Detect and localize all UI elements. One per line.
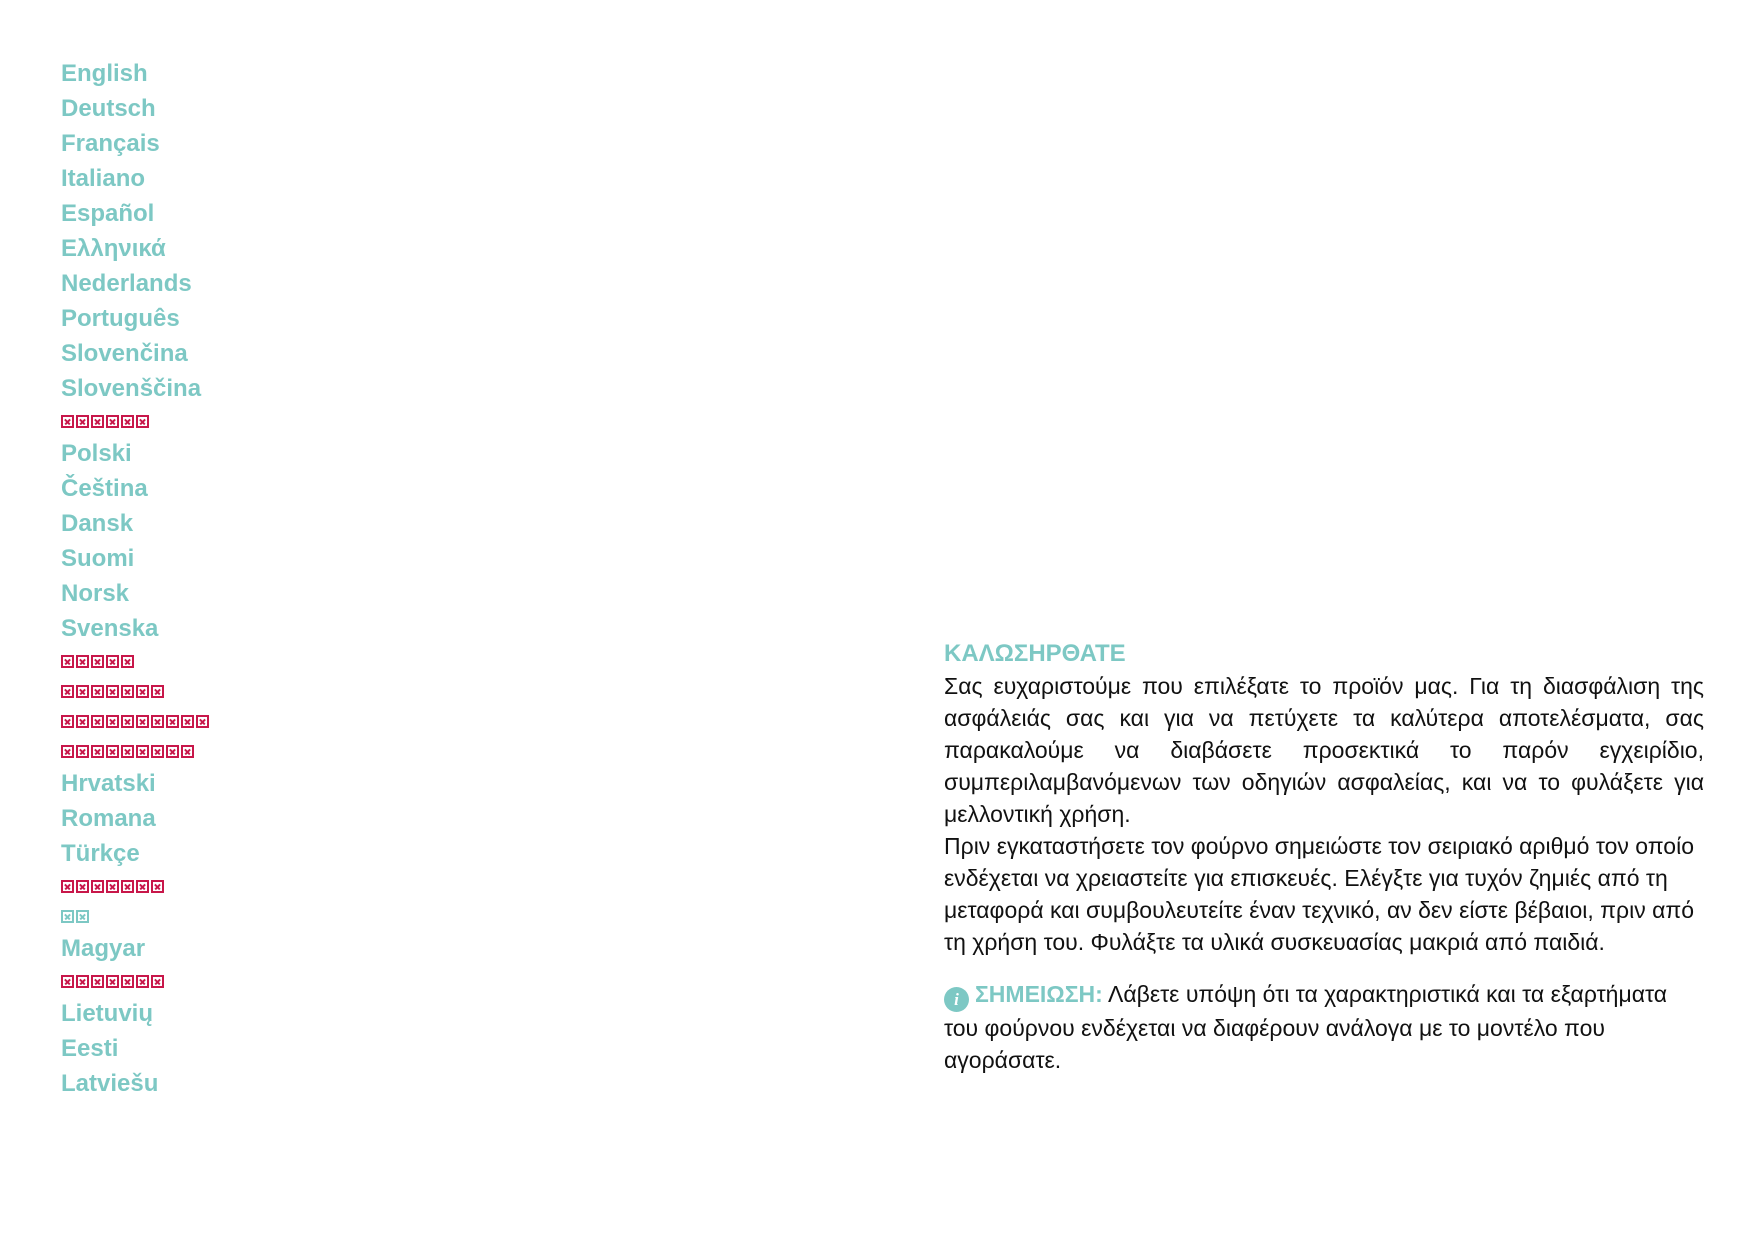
missing-glyph-icon bbox=[106, 715, 119, 728]
missing-glyph-icon bbox=[91, 715, 104, 728]
welcome-title: ΚΑΛΩΣΗΡΘΑΤΕ bbox=[944, 640, 1126, 667]
missing-glyph-icon bbox=[181, 745, 194, 758]
language-item-polski[interactable]: Polski bbox=[61, 440, 132, 467]
language-item-hrvatski[interactable]: Hrvatski bbox=[61, 770, 156, 797]
missing-glyph-icon bbox=[61, 880, 74, 893]
missing-glyph-icon bbox=[91, 745, 104, 758]
note-text: Λάβετε υπόψη ότι τα χαρακτηριστικά και τα εξαρτήματα του φούρνου ενδέχεται να διαφέρουν ανάλογα με το μοντέλο που αγοράσατε. bbox=[944, 981, 1668, 1073]
language-item-unrendered[interactable] bbox=[61, 966, 209, 996]
missing-glyph-icon bbox=[181, 715, 194, 728]
language-item-unrendered[interactable] bbox=[61, 646, 209, 676]
language-item-suomi[interactable]: Suomi bbox=[61, 545, 135, 572]
missing-glyph-icon bbox=[76, 880, 89, 893]
language-item-unrendered[interactable] bbox=[61, 706, 209, 736]
missing-glyph-icon bbox=[166, 745, 179, 758]
missing-glyph-icon bbox=[121, 685, 134, 698]
missing-glyph-icon bbox=[136, 685, 149, 698]
language-item-svenska[interactable]: Svenska bbox=[61, 615, 159, 642]
missing-glyph-icon bbox=[136, 745, 149, 758]
missing-glyph-icon bbox=[121, 745, 134, 758]
missing-glyph-icon bbox=[76, 415, 89, 428]
missing-glyph-icon bbox=[121, 975, 134, 988]
missing-glyph-icon bbox=[76, 910, 89, 923]
language-item-unrendered[interactable] bbox=[61, 736, 209, 766]
missing-glyph-icon bbox=[61, 910, 74, 923]
language-item-dansk[interactable]: Dansk bbox=[61, 510, 134, 537]
language-item-unrendered[interactable] bbox=[61, 676, 209, 706]
language-item-romana[interactable]: Romana bbox=[61, 805, 156, 832]
missing-glyph-icon bbox=[61, 685, 74, 698]
language-item-lietuviu[interactable]: Lietuvių bbox=[61, 1000, 154, 1027]
language-item-latviesu[interactable]: Latviešu bbox=[61, 1070, 159, 1097]
language-item-nederlands[interactable]: Nederlands bbox=[61, 270, 192, 297]
missing-glyph-icon bbox=[121, 655, 134, 668]
missing-glyph-icon bbox=[151, 685, 164, 698]
language-item-unrendered[interactable] bbox=[61, 406, 209, 436]
note-paragraph bbox=[944, 978, 1704, 1076]
missing-glyph-icon bbox=[106, 415, 119, 428]
language-item-slovencina[interactable]: Slovenčina bbox=[61, 340, 188, 367]
language-item-unrendered[interactable] bbox=[61, 901, 209, 931]
language-item-magyar[interactable]: Magyar bbox=[61, 935, 146, 962]
language-item-eesti[interactable]: Eesti bbox=[61, 1035, 119, 1062]
missing-glyph-icon bbox=[166, 715, 179, 728]
missing-glyph-icon bbox=[106, 880, 119, 893]
installation-paragraph: Πριν εγκαταστήσετε τον φούρνο σημειώστε τον σειριακό αριθμό τον οποίο ενδέχεται να χρειαστείτε για επισκευές. Ελέγξτε για τυχόν ζημιές από τη μεταφορά και συμβουλευτείτε έναν τεχνικό, αν δεν είστε βέβαιοι, πριν από τη χρήση του. Φυλάξτε τα υλικά συσκευασίας μακριά από παιδιά. bbox=[944, 833, 1695, 955]
missing-glyph-icon bbox=[61, 655, 74, 668]
language-list bbox=[61, 56, 209, 1101]
missing-glyph-icon bbox=[91, 415, 104, 428]
missing-glyph-icon bbox=[61, 975, 74, 988]
missing-glyph-icon bbox=[121, 415, 134, 428]
language-item-francais[interactable]: Français bbox=[61, 130, 160, 157]
language-item-norsk[interactable]: Norsk bbox=[61, 580, 130, 607]
missing-glyph-icon bbox=[91, 685, 104, 698]
language-item--[interactable]: Ελληνικά bbox=[61, 235, 166, 262]
language-item-english[interactable]: English bbox=[61, 60, 148, 87]
missing-glyph-icon bbox=[196, 715, 209, 728]
missing-glyph-icon bbox=[151, 975, 164, 988]
missing-glyph-icon bbox=[76, 745, 89, 758]
missing-glyph-icon bbox=[91, 880, 104, 893]
missing-glyph-icon bbox=[151, 745, 164, 758]
language-item-unrendered[interactable] bbox=[61, 871, 209, 901]
missing-glyph-icon bbox=[106, 685, 119, 698]
missing-glyph-icon bbox=[61, 715, 74, 728]
missing-glyph-icon bbox=[136, 880, 149, 893]
missing-glyph-icon bbox=[76, 655, 89, 668]
missing-glyph-icon bbox=[61, 415, 74, 428]
missing-glyph-icon bbox=[106, 745, 119, 758]
missing-glyph-icon bbox=[76, 975, 89, 988]
language-item-espanol[interactable]: Español bbox=[61, 200, 155, 227]
missing-glyph-icon bbox=[151, 880, 164, 893]
language-item-turkce[interactable]: Türkçe bbox=[61, 840, 140, 867]
language-item-portugues[interactable]: Português bbox=[61, 305, 180, 332]
language-item-deutsch[interactable]: Deutsch bbox=[61, 95, 156, 122]
missing-glyph-icon bbox=[106, 975, 119, 988]
language-item-slovenscina[interactable]: Slovenščina bbox=[61, 375, 202, 402]
language-item-cestina[interactable]: Čeština bbox=[61, 475, 148, 502]
missing-glyph-icon bbox=[136, 975, 149, 988]
welcome-paragraph: Σας ευχαριστούμε που επιλέξατε το προϊόν μας. Για τη διασφάλιση της ασφάλειάς σας και για να πετύχετε τα καλύτερα αποτελέσματα, σας παρακαλούμε να διαβάσετε προσεκτικά το παρόν εγχειρίδιο, συμπεριλαμβανόμενων των οδηγιών ασφαλείας, και να το φυλάξετε για μελλοντική χρήση. bbox=[944, 673, 1704, 827]
info-icon: i bbox=[944, 987, 969, 1012]
missing-glyph-icon bbox=[121, 880, 134, 893]
note-label: ΣΗΜΕΙΩΣΗ: bbox=[975, 981, 1103, 1007]
missing-glyph-icon bbox=[76, 715, 89, 728]
welcome-section bbox=[944, 638, 1704, 1076]
missing-glyph-icon bbox=[91, 975, 104, 988]
missing-glyph-icon bbox=[76, 685, 89, 698]
missing-glyph-icon bbox=[136, 715, 149, 728]
missing-glyph-icon bbox=[136, 415, 149, 428]
missing-glyph-icon bbox=[61, 745, 74, 758]
missing-glyph-icon bbox=[91, 655, 104, 668]
missing-glyph-icon bbox=[151, 715, 164, 728]
missing-glyph-icon bbox=[106, 655, 119, 668]
language-item-italiano[interactable]: Italiano bbox=[61, 165, 146, 192]
missing-glyph-icon bbox=[121, 715, 134, 728]
